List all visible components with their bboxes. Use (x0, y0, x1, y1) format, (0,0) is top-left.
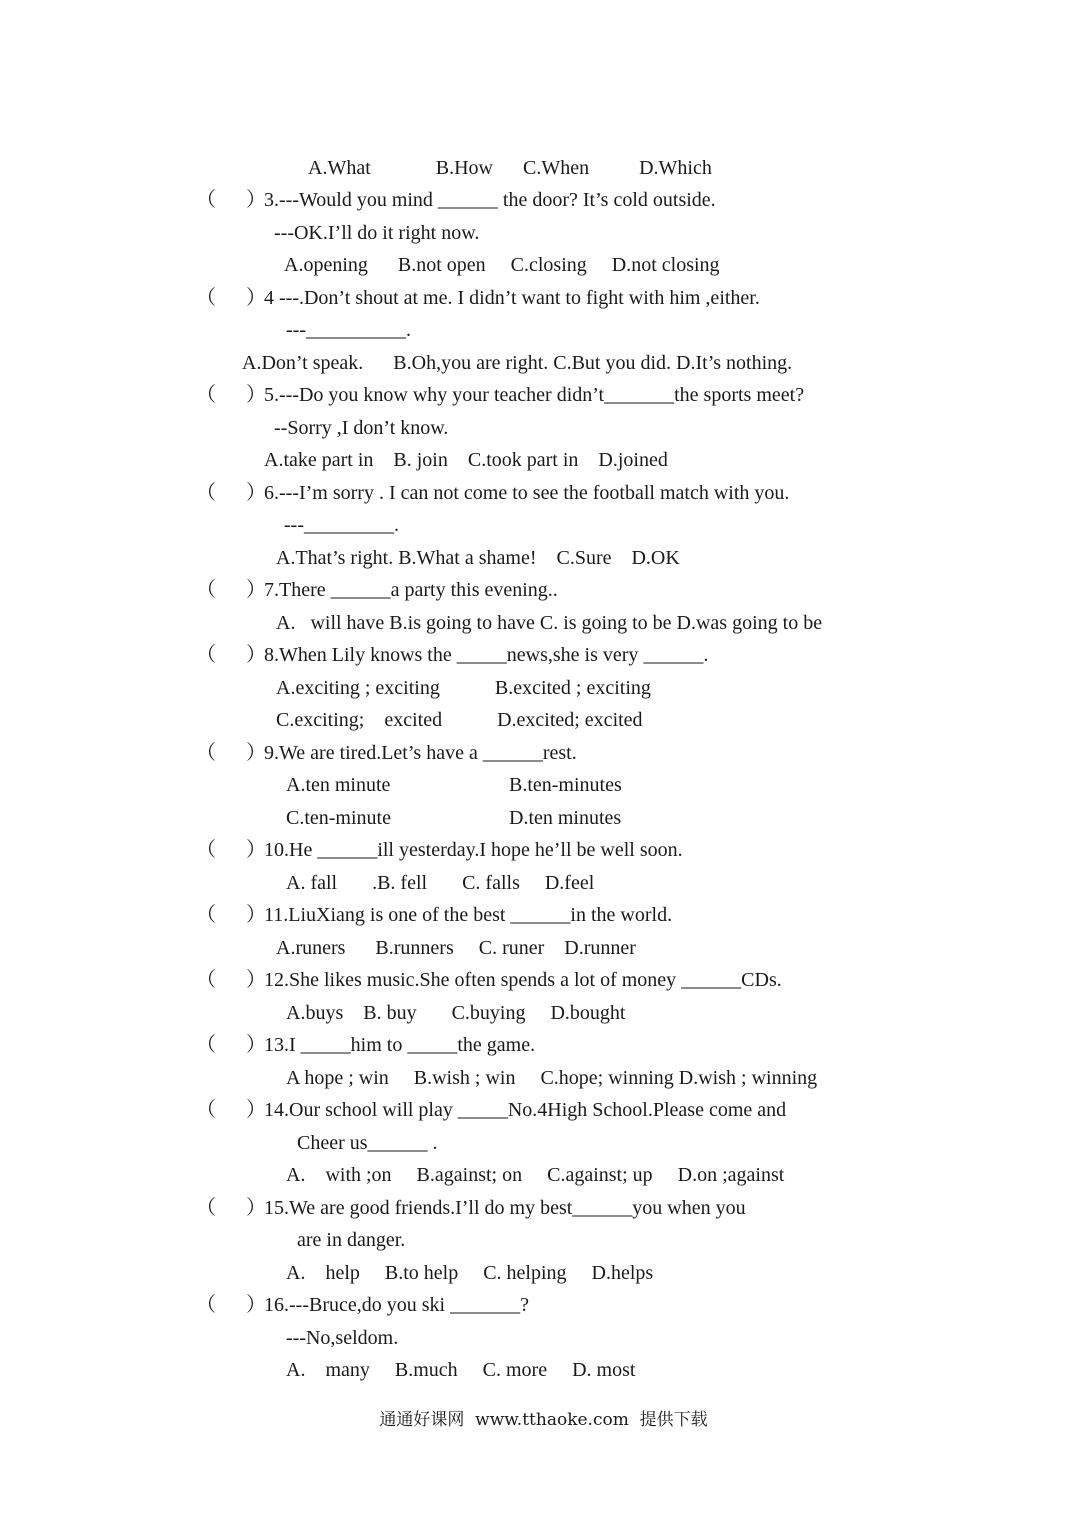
question-8: 8.When Lily knows the _____news,she is very ______. (264, 644, 709, 666)
answer-line: ---No,seldom. (286, 1327, 399, 1349)
answer-blank: （ ） (196, 189, 266, 211)
question-11: 11.LiuXiang is one of the best ______in the world. (264, 904, 673, 926)
answer-blank: （ ） (196, 1099, 266, 1121)
options-line: A.Don’t speak. B.Oh,you are right. C.But you did. D.It’s nothing. (242, 352, 793, 374)
answer-blank: （ ） (196, 1294, 266, 1316)
answer-blank: （ ） (196, 904, 266, 926)
answer-line: --Sorry ,I don’t know. (274, 417, 449, 439)
option-b: B.ten-minutes (509, 774, 622, 796)
question-10: 10.He ______ill yesterday.I hope he’ll be well soon. (264, 839, 683, 861)
options-line: A. will have B.is going to have C. is going to be D.was going to be (276, 612, 823, 634)
question-6: 6.---I’m sorry . I can not come to see the football match with you. (264, 482, 790, 504)
question-12: 12.She likes music.She often spends a lot of money ______CDs. (264, 969, 782, 991)
answer-blank: （ ） (196, 969, 266, 991)
options-line: C.exciting; excited D.excited; excited (276, 709, 643, 731)
options-line: A. with ;on B.against; on C.against; up D.on ;against (286, 1164, 785, 1186)
options-line: A.runers B.runners C. runer D.runner (276, 937, 636, 959)
options-line: A.That’s right. B.What a shame! C.Sure D.OK (276, 547, 680, 569)
question-15-continued: are in danger. (297, 1229, 406, 1251)
answer-blank: （ ） (196, 384, 266, 406)
question-4: 4 ---.Don’t shout at me. I didn’t want to fight with him ,either. (264, 287, 760, 309)
question-16: 16.---Bruce,do you ski _______? (264, 1294, 529, 1316)
options-line: A.buys B. buy C.buying D.bought (286, 1002, 626, 1024)
options-line: A.opening B.not open C.closing D.not closing (284, 254, 720, 276)
answer-blank: （ ） (196, 839, 266, 861)
question-13: 13.I _____him to _____the game. (264, 1034, 536, 1056)
answer-blank: （ ） (196, 1197, 266, 1219)
option-a: A.ten minute (286, 774, 391, 796)
answer-blank: （ ） (196, 1034, 266, 1056)
question-9: 9.We are tired.Let’s have a ______rest. (264, 742, 577, 764)
options-line: A hope ; win B.wish ; win C.hope; winning D.wish ; winning (286, 1067, 818, 1089)
question-14: 14.Our school will play _____No.4High School.Please come and (264, 1099, 787, 1121)
answer-blank: （ ） (196, 644, 266, 666)
options-line: A. fall .B. fell C. falls D.feel (286, 872, 595, 894)
answer-blank: （ ） (196, 579, 266, 601)
question-3: 3.---Would you mind ______ the door? It’s cold outside. (264, 189, 716, 211)
question-7: 7.There ______a party this evening.. (264, 579, 558, 601)
question-5: 5.---Do you know why your teacher didn’t_______the sports meet? (264, 384, 805, 406)
options-line: A.take part in B. join C.took part in D.joined (264, 449, 668, 471)
answer-blank: （ ） (196, 482, 266, 504)
options-line: A. help B.to help C. helping D.helps (286, 1262, 654, 1284)
answer-blank: （ ） (196, 287, 266, 309)
options-line: A.What B.How C.When D.Which (308, 157, 712, 179)
answer-line: ---OK.I’ll do it right now. (274, 222, 480, 244)
option-d: D.ten minutes (509, 807, 622, 829)
page-footer: 通通好课网 www.tthaoke.com 提供下载 (379, 1410, 708, 1430)
question-14-continued: Cheer us______ . (297, 1132, 438, 1154)
options-line: A.exciting ; exciting B.excited ; exciting (276, 677, 651, 699)
answer-line: ---__________. (286, 319, 411, 341)
answer-blank: （ ） (196, 742, 266, 764)
answer-line: ---_________. (284, 514, 399, 536)
question-15: 15.We are good friends.I’ll do my best______you when you (264, 1197, 746, 1219)
option-c: C.ten-minute (286, 807, 391, 829)
options-line: A. many B.much C. more D. most (286, 1359, 636, 1381)
